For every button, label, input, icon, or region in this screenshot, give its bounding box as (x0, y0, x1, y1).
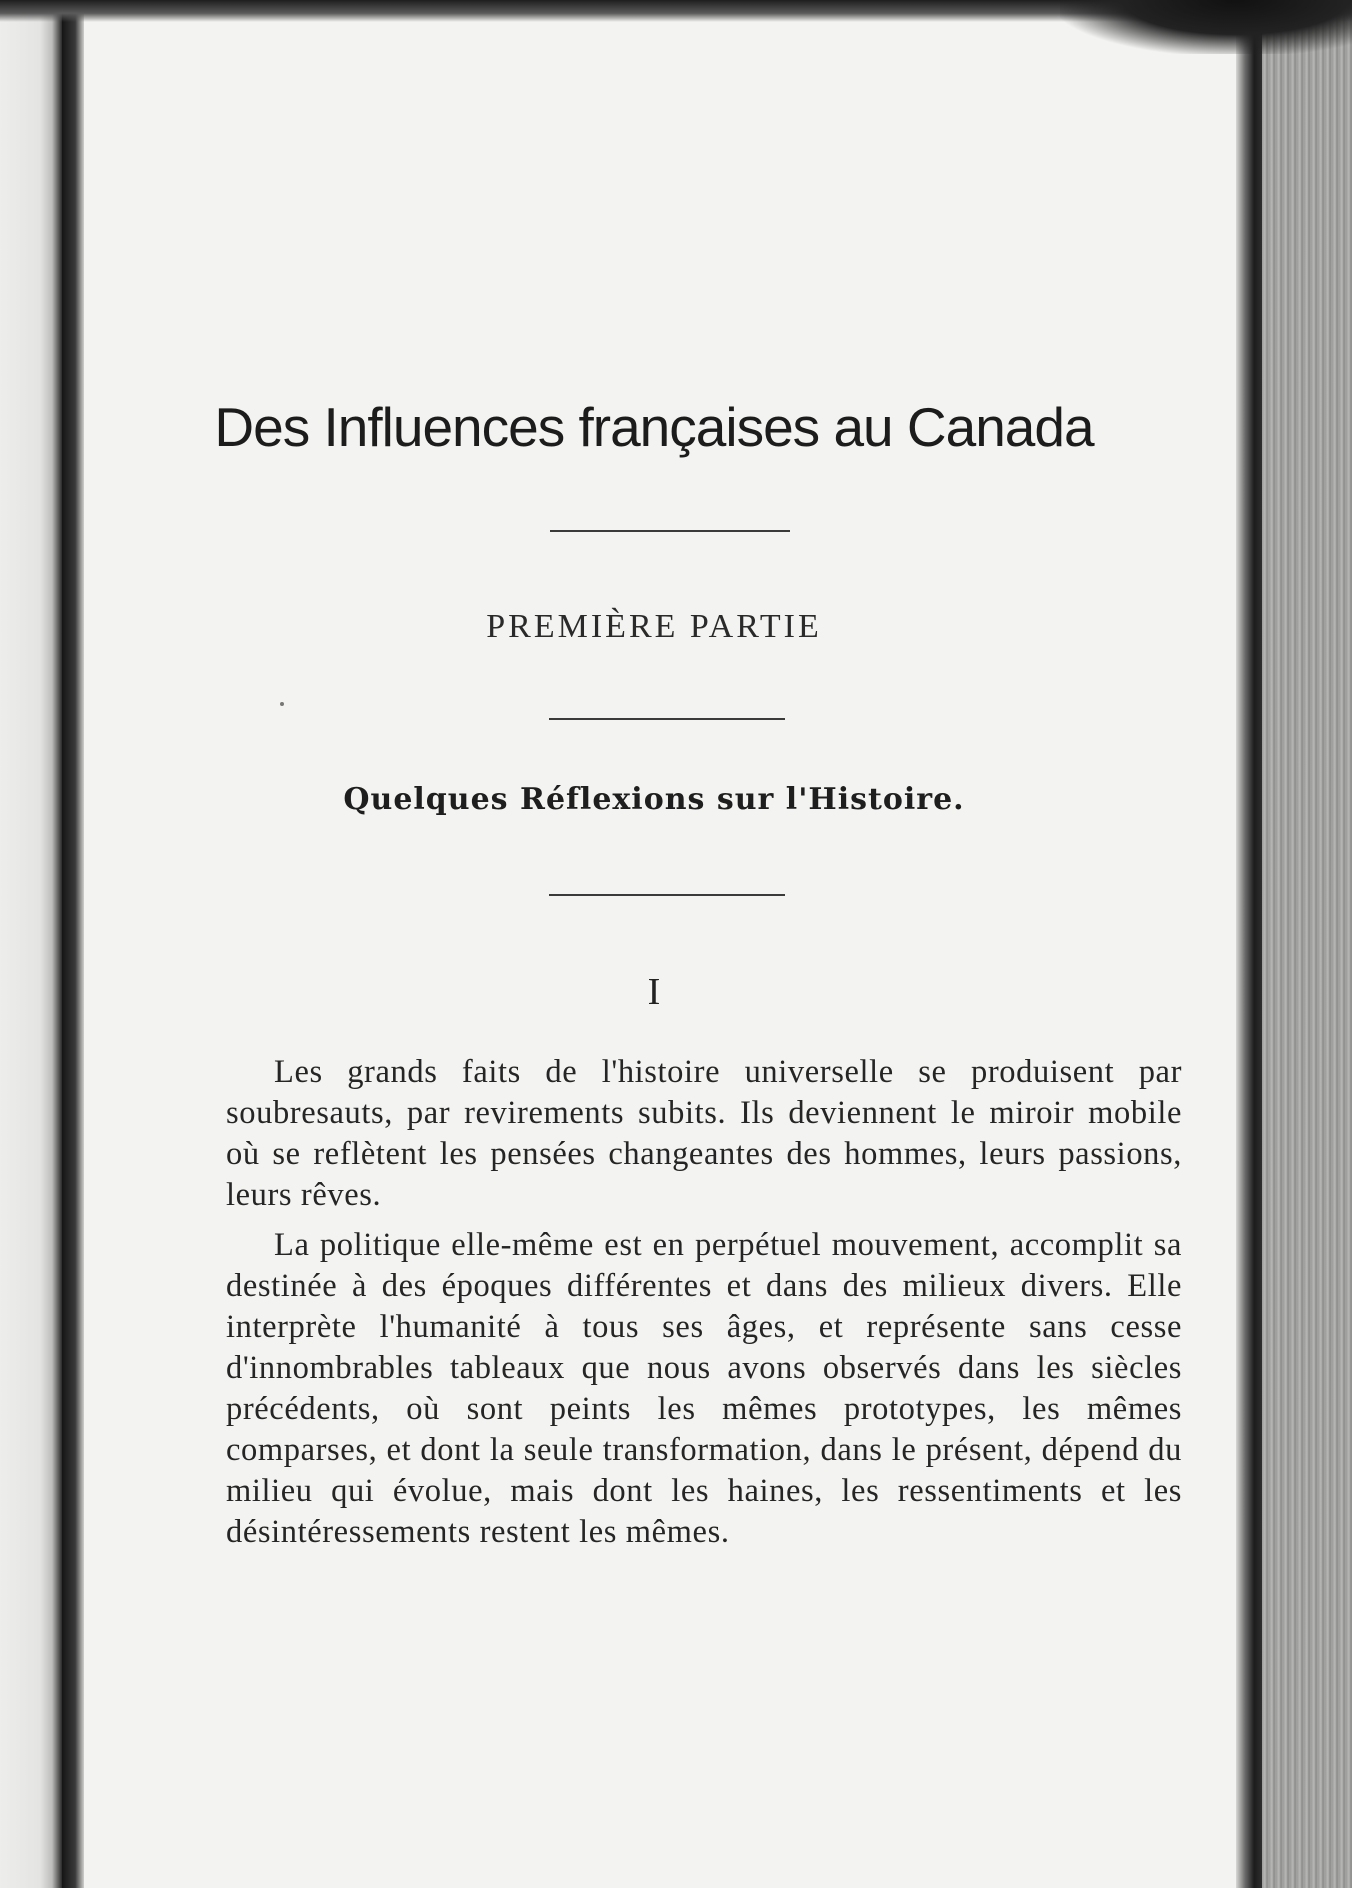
body-text (226, 1052, 1182, 1562)
section-number: I (647, 971, 661, 1013)
divider-rule (550, 530, 790, 532)
page-edge-shadow (1236, 0, 1262, 1888)
chapter-title: Quelques Réflexions sur l'Histoire. (343, 782, 965, 817)
divider-rule (549, 718, 785, 720)
paragraph: La politique elle-même est en perpétuel mouvement, accomplit sa destinée à des époques différentes et dans des milieux divers. Elle interprète l'humanité à tous ses âges, et représente sans cesse d'innombrables tableaux que nous avons observés dans les siècles précédents, où sont peints les mêmes prototypes, les mêmes comparses, et dont la seule transformation, dans le présent, dépend du milieu qui évolue, mais dont les haines, les ressentiments et les désintéressements restent les mêmes. (226, 1227, 1182, 1550)
scan-speck (280, 702, 284, 706)
divider-rule (549, 894, 785, 896)
book-title: Des Influences françaises au Canada (214, 396, 1094, 458)
book-page (84, 22, 1236, 1888)
left-facing-page-edge (0, 0, 62, 1888)
page-stack-edge (1262, 0, 1352, 1888)
part-heading: PREMIÈRE PARTIE (486, 608, 822, 645)
paragraph: Les grands faits de l'histoire universelle se produisent par soubresauts, par revirements subits. Ils deviennent le miroir mobile où se reflètent les pensées changeantes des hommes, leurs passions, leurs rêves. (226, 1054, 1182, 1213)
book-gutter (62, 0, 84, 1888)
